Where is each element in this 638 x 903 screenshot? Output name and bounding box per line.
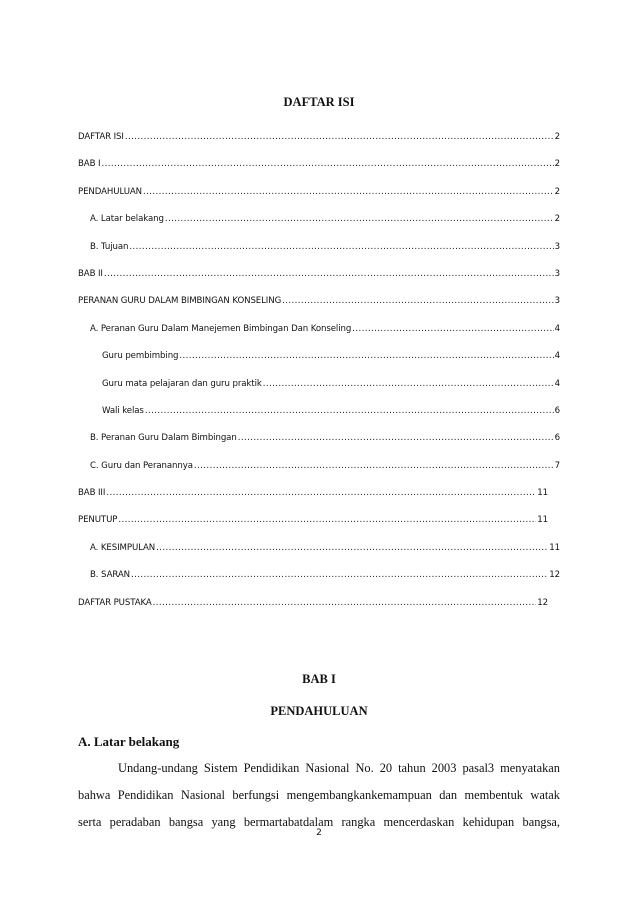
toc-entry[interactable] bbox=[78, 543, 560, 570]
toc-entry[interactable] bbox=[78, 433, 560, 460]
toc-entry[interactable] bbox=[78, 296, 560, 323]
toc-entry-label: A. KESIMPULAN bbox=[90, 542, 156, 553]
toc-entry-page: 4 bbox=[554, 323, 560, 334]
toc-entry-label: B. SARAN bbox=[90, 570, 130, 581]
toc-entry-page: 3 bbox=[554, 268, 560, 279]
toc-entry-page: 3 bbox=[554, 296, 560, 307]
toc-entry[interactable] bbox=[78, 515, 548, 542]
toc-entry[interactable] bbox=[78, 324, 560, 351]
paragraph-line: bahwa Pendidikan Nasional berfungsi mengembangkankemampuan dan membentuk watak bbox=[78, 788, 560, 802]
toc-dot-leader bbox=[153, 598, 537, 608]
toc-entry-label: Guru pembimbing bbox=[102, 351, 179, 362]
toc-entry-label: B. Tujuan bbox=[90, 241, 129, 252]
toc-entry[interactable] bbox=[78, 214, 560, 241]
toc-entry-page: 6 bbox=[554, 433, 560, 444]
toc-entry-page: 7 bbox=[554, 460, 560, 471]
paragraph-line: serta peradaban bangsa yang bermartabatdalam rangka mencerdaskan kehidupan bangsa, bbox=[78, 815, 560, 829]
toc-dot-leader bbox=[125, 132, 554, 142]
toc-dot-leader bbox=[145, 406, 554, 416]
toc-entry[interactable] bbox=[78, 351, 560, 378]
toc-entry-label: BAB III bbox=[78, 488, 106, 499]
toc-entry-page: 12 bbox=[537, 597, 548, 608]
toc-entry-page: 6 bbox=[554, 405, 560, 416]
toc-entry-page: 2 bbox=[554, 214, 560, 225]
toc-entry[interactable] bbox=[78, 242, 560, 269]
toc-entry-label: B. Peranan Guru Dalam Bimbingan bbox=[90, 433, 237, 444]
toc-entry[interactable] bbox=[78, 187, 560, 214]
toc-dot-leader bbox=[165, 214, 554, 224]
toc-dot-leader bbox=[156, 543, 548, 553]
toc-dot-leader bbox=[263, 379, 554, 389]
toc-entry-label: DAFTAR PUSTAKA bbox=[78, 597, 152, 608]
toc-dot-leader bbox=[352, 324, 553, 334]
toc-entry-page: 4 bbox=[554, 378, 560, 389]
toc-dot-leader bbox=[129, 242, 553, 252]
toc-entry-page: 11 bbox=[537, 515, 548, 526]
toc-entry-page: 2 bbox=[554, 159, 560, 170]
toc-dot-leader bbox=[106, 488, 536, 498]
toc-dot-leader bbox=[104, 269, 554, 279]
toc-dot-leader bbox=[118, 515, 536, 525]
toc-entry[interactable] bbox=[78, 132, 560, 159]
toc-dot-leader bbox=[238, 433, 554, 443]
toc-entry-label: C. Guru dan Peranannya bbox=[90, 460, 193, 471]
paragraph-line: Undang-undang Sistem Pendidikan Nasional No. 20 tahun 2003 pasal3 menyatakan bbox=[118, 761, 560, 775]
toc-entry-label: PENDAHULUAN bbox=[78, 186, 142, 197]
toc-entry[interactable] bbox=[78, 570, 560, 597]
toc-entry-page: 11 bbox=[537, 488, 548, 499]
toc-entry-page: 11 bbox=[549, 542, 560, 553]
toc-entry-label: PERANAN GURU DALAM BIMBINGAN KONSELING bbox=[78, 296, 282, 307]
toc-entry-label: A. Peranan Guru Dalam Manejemen Bimbingan Dan Konseling bbox=[90, 323, 352, 334]
body-paragraph bbox=[78, 755, 560, 836]
toc-entry[interactable] bbox=[78, 379, 560, 406]
toc-entry[interactable] bbox=[78, 159, 560, 186]
toc-dot-leader bbox=[179, 351, 553, 361]
toc-entry-page: 3 bbox=[554, 241, 560, 252]
chapter-title: PENDAHULUAN bbox=[270, 704, 368, 718]
toc-dot-leader bbox=[101, 159, 553, 169]
toc-entry-page: 12 bbox=[549, 570, 560, 581]
toc-entry[interactable] bbox=[78, 461, 560, 488]
toc-dot-leader bbox=[143, 187, 554, 197]
toc-entry-label: Guru mata pelajaran dan guru praktik bbox=[102, 378, 262, 389]
toc-entry-page: 2 bbox=[554, 132, 560, 142]
toc-entry-page: 2 bbox=[554, 186, 560, 197]
toc-dot-leader bbox=[194, 461, 554, 471]
toc-entry-label: BAB II bbox=[78, 268, 103, 279]
toc-entry-label: DAFTAR ISI bbox=[78, 132, 124, 142]
toc-entry[interactable] bbox=[78, 598, 548, 625]
toc-entry[interactable] bbox=[78, 488, 548, 515]
table-of-contents bbox=[78, 132, 560, 625]
toc-entry-label: PENUTUP bbox=[78, 515, 118, 526]
chapter-number: BAB I bbox=[302, 672, 336, 686]
toc-entry-page: 4 bbox=[554, 351, 560, 362]
section-heading: A. Latar belakang bbox=[78, 734, 180, 749]
toc-title: DAFTAR ISI bbox=[283, 95, 355, 109]
toc-entry-label: Wali kelas bbox=[102, 405, 144, 416]
toc-entry[interactable] bbox=[78, 406, 560, 433]
page-number: 2 bbox=[316, 828, 322, 838]
toc-entry-label: A. Latar belakang bbox=[90, 214, 164, 225]
toc-dot-leader bbox=[131, 570, 548, 580]
toc-entry[interactable] bbox=[78, 269, 560, 296]
toc-dot-leader bbox=[282, 296, 553, 306]
toc-entry-label: BAB I bbox=[78, 159, 101, 170]
